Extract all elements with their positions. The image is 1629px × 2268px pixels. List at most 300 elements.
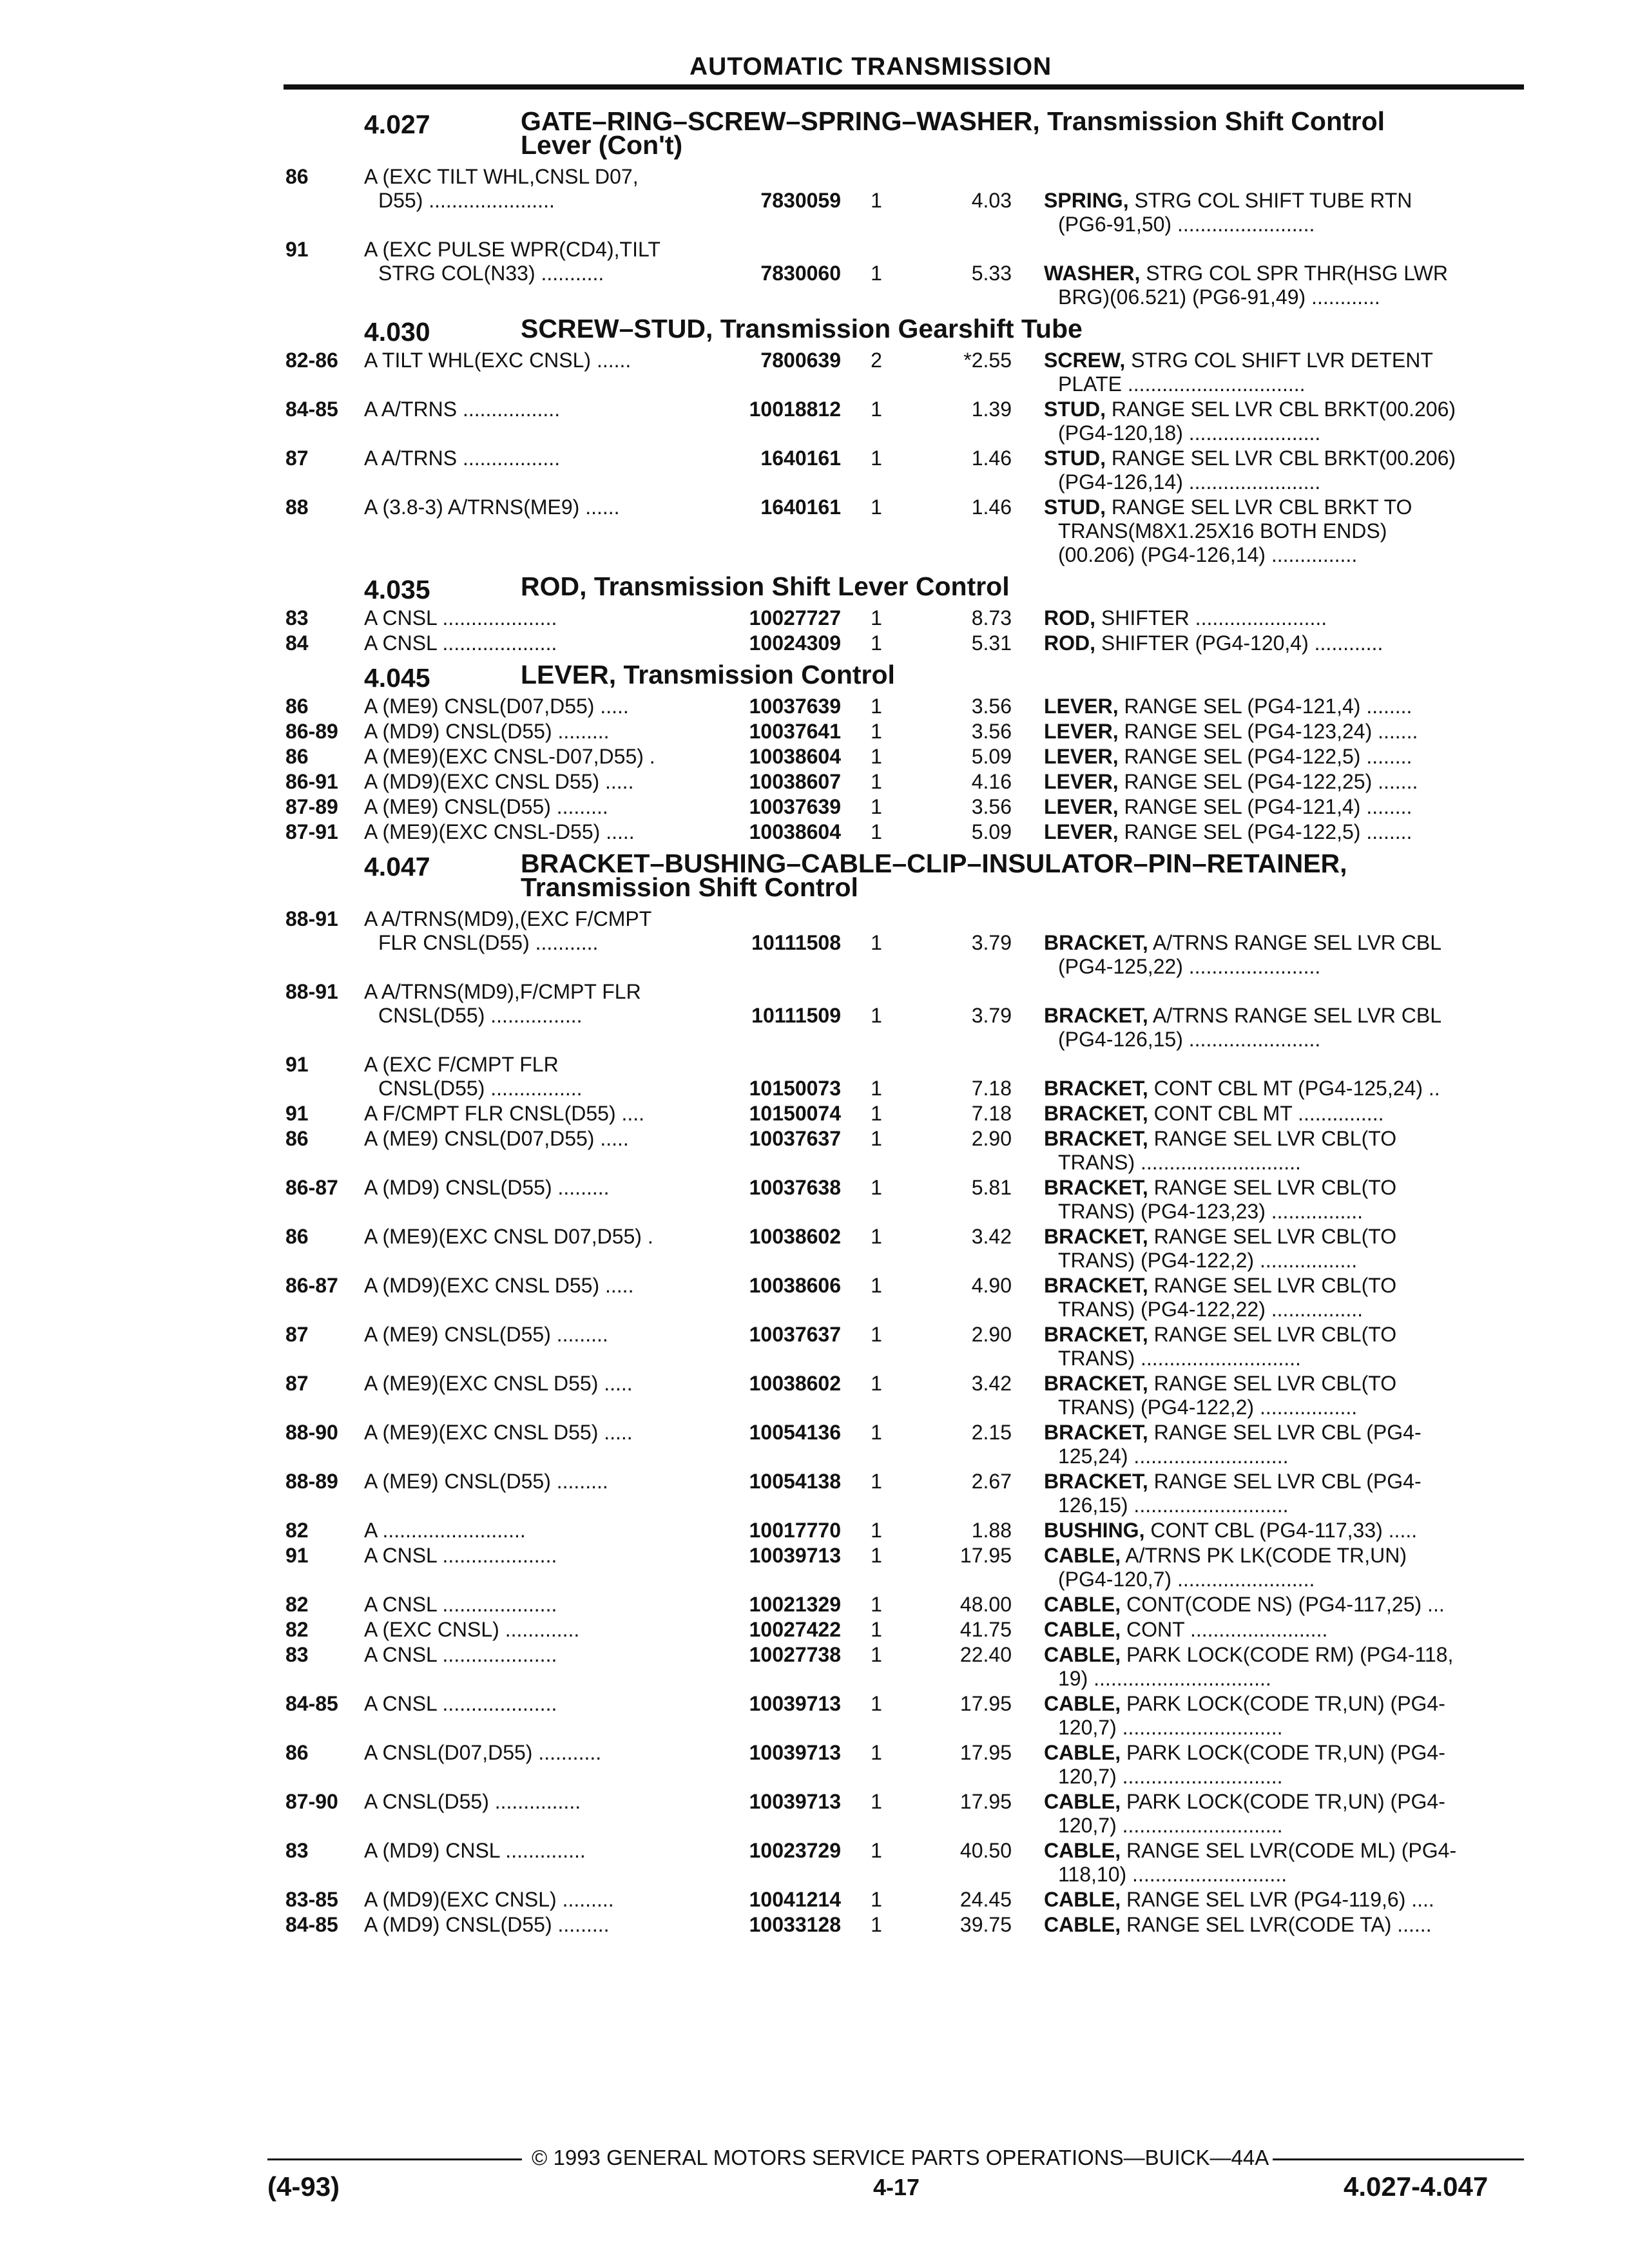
usage-line: CNSL(D55) ................ — [378, 1077, 583, 1100]
usage-line: A (ME9) CNSL(D07,D55) ..... — [364, 695, 629, 718]
list-price: 39.75 — [959, 1913, 1012, 1936]
part-line: LEVER, RANGE SEL (PG4-121,4) ........ — [1044, 695, 1412, 718]
part-line: 118,10) ........................... — [1058, 1863, 1287, 1886]
usage-line: FLR CNSL(D55) ........... — [378, 931, 599, 954]
model-years: 86 — [285, 1127, 309, 1150]
part-number: 10054138 — [749, 1470, 841, 1493]
usage-line: A (ME9)(EXC CNSL D55) ..... — [364, 1372, 633, 1395]
usage-description — [364, 1692, 715, 1716]
list-price: 48.00 — [959, 1593, 1012, 1616]
usage-line: A CNSL .................... — [364, 1643, 557, 1666]
part-name: BRACKET, — [1044, 1323, 1148, 1346]
part-name: CABLE, — [1044, 1593, 1121, 1616]
part-number: 10054136 — [749, 1421, 841, 1444]
part-number: 10111508 — [751, 931, 841, 954]
quantity: 1 — [871, 745, 882, 768]
usage-description — [364, 349, 715, 372]
list-price: 2.15 — [971, 1421, 1012, 1444]
part-description — [1044, 606, 1511, 630]
part-line: CABLE, PARK LOCK(CODE TR,UN) (PG4- — [1044, 1790, 1445, 1813]
part-description — [1044, 1102, 1511, 1126]
part-line: BRACKET, RANGE SEL LVR CBL(TO — [1044, 1323, 1397, 1346]
usage-description — [364, 1618, 715, 1642]
model-years: 82-86 — [285, 349, 338, 372]
part-line: STUD, RANGE SEL LVR CBL BRKT(00.206) — [1044, 398, 1456, 421]
usage-description — [364, 398, 715, 421]
usage-description — [364, 1519, 715, 1542]
part-number: 10041214 — [749, 1888, 841, 1911]
part-description — [1044, 1888, 1511, 1912]
section-title-line: LEVER, Transmission Control — [521, 660, 895, 689]
quantity: 1 — [871, 931, 882, 954]
part-line: CABLE, RANGE SEL LVR (PG4-119,6) .... — [1044, 1888, 1434, 1911]
usage-description — [364, 1421, 715, 1445]
part-name: CABLE, — [1044, 1790, 1121, 1813]
part-number: 10037637 — [749, 1323, 841, 1346]
part-line: WASHER, STRG COL SPR THR(HSG LWR — [1044, 262, 1449, 285]
usage-description — [364, 1593, 715, 1617]
model-years: 87 — [285, 1323, 309, 1346]
list-price: 2.90 — [971, 1323, 1012, 1346]
part-line: TRANS) ............................ — [1058, 1347, 1301, 1370]
part-number: 10037637 — [749, 1127, 841, 1150]
quantity: 1 — [871, 1593, 882, 1616]
footer-rule-right — [1273, 2158, 1524, 2160]
part-number: 10037639 — [749, 695, 841, 718]
part-description — [1044, 1741, 1511, 1789]
part-description — [1044, 1127, 1511, 1175]
quantity: 1 — [871, 1643, 882, 1666]
model-years: 83 — [285, 1643, 309, 1666]
part-line: PLATE ............................... — [1058, 372, 1306, 396]
usage-line: A (MD9)(EXC CNSL) ......... — [364, 1888, 614, 1911]
part-name: BRACKET, — [1044, 1225, 1148, 1248]
part-name: BRACKET, — [1044, 1274, 1148, 1297]
quantity: 1 — [871, 631, 882, 655]
model-years: 91 — [285, 1544, 309, 1567]
part-line: (00.206) (PG4-126,14) ............... — [1058, 543, 1358, 566]
model-years: 87 — [285, 447, 309, 470]
part-description — [1044, 1519, 1511, 1542]
part-line: 120,7) ............................ — [1058, 1765, 1283, 1788]
quantity: 1 — [871, 1323, 882, 1346]
usage-line: A (ME9)(EXC CNSL D07,D55) . — [364, 1225, 653, 1248]
part-description — [1044, 447, 1511, 494]
list-price: 17.95 — [959, 1741, 1012, 1764]
model-years: 83 — [285, 606, 309, 629]
usage-description — [364, 745, 715, 769]
quantity: 1 — [871, 720, 882, 743]
part-name: LEVER, — [1044, 720, 1119, 743]
quantity: 1 — [871, 398, 882, 421]
model-years: 86 — [285, 745, 309, 768]
part-line: BRACKET, CONT CBL MT ............... — [1044, 1102, 1384, 1125]
part-line: CABLE, CONT(CODE NS) (PG4-117,25) ... — [1044, 1593, 1445, 1616]
usage-description — [364, 1053, 715, 1100]
usage-description — [364, 1544, 715, 1568]
quantity: 1 — [871, 189, 882, 212]
usage-line: A CNSL(D55) ............... — [364, 1790, 581, 1813]
part-line: TRANS) (PG4-123,23) ................ — [1058, 1200, 1364, 1223]
part-number: 10150073 — [749, 1077, 841, 1100]
list-price: 4.03 — [971, 189, 1012, 212]
part-description — [1044, 931, 1511, 979]
usage-description — [364, 1323, 715, 1347]
model-years: 86 — [285, 695, 309, 718]
usage-line: A (MD9) CNSL .............. — [364, 1839, 586, 1862]
part-number: 10038602 — [749, 1372, 841, 1395]
section-title — [521, 572, 1526, 601]
part-line: BRACKET, CONT CBL MT (PG4-125,24) .. — [1044, 1077, 1440, 1100]
list-price: 1.46 — [971, 495, 1012, 519]
part-name: LEVER, — [1044, 695, 1119, 718]
part-line: TRANS) (PG4-122,2) ................. — [1058, 1396, 1358, 1419]
part-description — [1044, 1593, 1511, 1617]
part-name: CABLE, — [1044, 1839, 1121, 1862]
part-number: 10038606 — [749, 1274, 841, 1297]
section-title — [521, 660, 1526, 689]
model-years: 88-91 — [285, 907, 338, 930]
quantity: 1 — [871, 1102, 882, 1125]
part-line: STUD, RANGE SEL LVR CBL BRKT(00.206) — [1044, 447, 1456, 470]
list-price: 7.18 — [971, 1077, 1012, 1100]
usage-line: A F/CMPT FLR CNSL(D55) .... — [364, 1102, 645, 1125]
usage-description — [364, 1888, 715, 1912]
usage-description — [364, 695, 715, 718]
list-price: 3.56 — [971, 695, 1012, 718]
part-line: (PG4-126,14) ....................... — [1058, 470, 1321, 494]
part-line: LEVER, RANGE SEL (PG4-122,5) ........ — [1044, 745, 1412, 768]
usage-line: A (ME9) CNSL(D55) ......... — [364, 1470, 608, 1493]
part-number: 7830059 — [760, 189, 841, 212]
model-years: 88-91 — [285, 980, 338, 1003]
quantity: 1 — [871, 495, 882, 519]
usage-description — [364, 1274, 715, 1298]
model-years: 83-85 — [285, 1888, 338, 1911]
part-name: CABLE, — [1044, 1888, 1121, 1911]
part-name: BRACKET, — [1044, 1176, 1148, 1199]
usage-line: A CNSL(D07,D55) ........... — [364, 1741, 602, 1764]
part-line: (PG4-125,22) ....................... — [1058, 955, 1321, 978]
part-number: 10150074 — [749, 1102, 841, 1125]
part-line: 19) ............................... — [1058, 1667, 1271, 1690]
part-line: CABLE, RANGE SEL LVR(CODE TA) ...... — [1044, 1913, 1432, 1936]
part-description — [1044, 1692, 1511, 1740]
model-years: 88 — [285, 495, 309, 519]
quantity: 1 — [871, 1692, 882, 1715]
usage-line: STRG COL(N33) ........... — [378, 262, 604, 285]
list-price: 2.90 — [971, 1127, 1012, 1150]
part-description — [1044, 820, 1511, 844]
part-name: CABLE, — [1044, 1643, 1121, 1666]
part-name: BRACKET, — [1044, 1421, 1148, 1444]
footer-copyright: © 1993 GENERAL MOTORS SERVICE PARTS OPERATIONS—BUICK—44A — [532, 2146, 1269, 2169]
quantity: 1 — [871, 1004, 882, 1027]
model-years: 87 — [285, 1372, 309, 1395]
model-years: 84-85 — [285, 398, 338, 421]
part-line: TRANS(M8X1.25X16 BOTH ENDS) — [1058, 519, 1387, 543]
usage-description — [364, 631, 715, 655]
model-years: 84 — [285, 631, 309, 655]
part-description — [1044, 1004, 1511, 1052]
part-number: 10039713 — [749, 1741, 841, 1764]
list-price: 3.56 — [971, 795, 1012, 818]
part-description — [1044, 695, 1511, 718]
usage-description — [364, 1790, 715, 1814]
section-title-line: Transmission Shift Control — [521, 872, 858, 902]
part-line: BRACKET, RANGE SEL LVR CBL(TO — [1044, 1372, 1397, 1395]
part-number: 10027422 — [749, 1618, 841, 1641]
usage-line: A (ME9) CNSL(D55) ......... — [364, 1323, 608, 1346]
usage-description — [364, 907, 715, 955]
part-name: STUD, — [1044, 495, 1106, 519]
list-price: 1.46 — [971, 447, 1012, 470]
list-price: 1.39 — [971, 398, 1012, 421]
model-years: 87-90 — [285, 1790, 338, 1813]
usage-description — [364, 606, 715, 630]
usage-line: A (ME9)(EXC CNSL-D07,D55) . — [364, 745, 655, 768]
quantity: 1 — [871, 262, 882, 285]
part-name: CABLE, — [1044, 1618, 1121, 1641]
part-number: 10027727 — [749, 606, 841, 629]
section-title-line: BRACKET–BUSHING–CABLE–CLIP–INSULATOR–PIN–RETAINER, — [521, 849, 1347, 878]
part-line: CABLE, A/TRNS PK LK(CODE TR,UN) — [1044, 1544, 1407, 1567]
part-number: 10027738 — [749, 1643, 841, 1666]
usage-line: A (MD9)(EXC CNSL D55) ..... — [364, 1274, 634, 1297]
usage-line: A CNSL .................... — [364, 1544, 557, 1567]
usage-description — [364, 1913, 715, 1937]
usage-line: CNSL(D55) ................ — [378, 1004, 583, 1027]
part-name: BRACKET, — [1044, 1127, 1148, 1150]
part-name: WASHER, — [1044, 262, 1141, 285]
part-name: BRACKET, — [1044, 1077, 1148, 1100]
part-number: 1640161 — [760, 495, 841, 519]
list-price: 5.31 — [971, 631, 1012, 655]
usage-description — [364, 1643, 715, 1667]
quantity: 1 — [871, 1274, 882, 1297]
list-price: 8.73 — [971, 606, 1012, 629]
part-name: BRACKET, — [1044, 1372, 1148, 1395]
model-years: 86-89 — [285, 720, 338, 743]
part-line: TRANS) (PG4-122,2) ................. — [1058, 1249, 1358, 1272]
part-line: CABLE, CONT ........................ — [1044, 1618, 1328, 1641]
part-name: STUD, — [1044, 398, 1106, 421]
part-line: 125,24) ........................... — [1058, 1445, 1289, 1468]
part-line: SCREW, STRG COL SHIFT LVR DETENT — [1044, 349, 1433, 372]
part-line: CABLE, RANGE SEL LVR(CODE ML) (PG4- — [1044, 1839, 1457, 1862]
part-line: BRG)(06.521) (PG6-91,49) ............ — [1058, 285, 1380, 309]
part-number: 10018812 — [749, 398, 841, 421]
usage-line: A (ME9) CNSL(D55) ......... — [364, 795, 608, 818]
quantity: 1 — [871, 695, 882, 718]
usage-line: A A/TRNS ................. — [364, 447, 561, 470]
part-number: 1640161 — [760, 447, 841, 470]
part-description — [1044, 795, 1511, 819]
header-rule — [284, 84, 1524, 90]
part-number: 10037639 — [749, 795, 841, 818]
usage-description — [364, 1225, 715, 1249]
quantity: 1 — [871, 1176, 882, 1199]
list-price: 17.95 — [959, 1544, 1012, 1567]
part-number: 10021329 — [749, 1593, 841, 1616]
usage-line: A A/TRNS ................. — [364, 398, 561, 421]
part-line: BRACKET, RANGE SEL LVR CBL(TO — [1044, 1274, 1397, 1297]
usage-line: A CNSL .................... — [364, 1593, 557, 1616]
quantity: 1 — [871, 1372, 882, 1395]
section-number: 4.027 — [364, 110, 430, 139]
part-description — [1044, 1077, 1511, 1100]
part-line: CABLE, PARK LOCK(CODE TR,UN) (PG4- — [1044, 1692, 1445, 1715]
part-name: LEVER, — [1044, 795, 1119, 818]
part-line: LEVER, RANGE SEL (PG4-122,25) ....... — [1044, 770, 1418, 793]
usage-description — [364, 495, 715, 519]
list-price: 4.90 — [971, 1274, 1012, 1297]
usage-description — [364, 980, 715, 1028]
part-number: 7830060 — [760, 262, 841, 285]
part-line: TRANS) ............................ — [1058, 1151, 1301, 1174]
model-years: 88-90 — [285, 1421, 338, 1444]
usage-line: A CNSL .................... — [364, 631, 557, 655]
part-description — [1044, 1839, 1511, 1887]
quantity: 1 — [871, 820, 882, 843]
usage-description — [364, 795, 715, 819]
model-years: 82 — [285, 1593, 309, 1616]
quantity: 1 — [871, 447, 882, 470]
part-description — [1044, 262, 1511, 309]
section-number: 4.047 — [364, 852, 430, 881]
usage-line: A (3.8-3) A/TRNS(ME9) ...... — [364, 495, 620, 519]
footer-page-number: 4-17 — [873, 2174, 920, 2200]
model-years: 84-85 — [285, 1913, 338, 1936]
list-price: 4.16 — [971, 770, 1012, 793]
usage-description — [364, 1176, 715, 1200]
part-description — [1044, 1643, 1511, 1691]
list-price: 41.75 — [959, 1618, 1012, 1641]
part-name: BRACKET, — [1044, 1102, 1148, 1125]
usage-line: A (MD9) CNSL(D55) ......... — [364, 720, 610, 743]
part-name: CABLE, — [1044, 1692, 1121, 1715]
part-description — [1044, 1225, 1511, 1273]
part-name: SPRING, — [1044, 189, 1129, 212]
part-name: LEVER, — [1044, 770, 1119, 793]
usage-line: A (EXC TILT WHL,CNSL D07, — [364, 165, 639, 188]
footer-rule-left — [267, 2158, 522, 2160]
part-number: 10037638 — [749, 1176, 841, 1199]
list-price: 40.50 — [959, 1839, 1012, 1862]
quantity: 1 — [871, 1618, 882, 1641]
part-description — [1044, 1176, 1511, 1224]
list-price: 7.18 — [971, 1102, 1012, 1125]
usage-line: A (ME9)(EXC CNSL D55) ..... — [364, 1421, 633, 1444]
part-line: LEVER, RANGE SEL (PG4-122,5) ........ — [1044, 820, 1412, 843]
list-price: 17.95 — [959, 1790, 1012, 1813]
part-line: ROD, SHIFTER ....................... — [1044, 606, 1327, 629]
list-price: 3.56 — [971, 720, 1012, 743]
part-line: STUD, RANGE SEL LVR CBL BRKT TO — [1044, 495, 1412, 519]
part-line: BRACKET, RANGE SEL LVR CBL(TO — [1044, 1127, 1397, 1150]
model-years: 86 — [285, 165, 309, 188]
part-description — [1044, 1274, 1511, 1321]
quantity: 1 — [871, 1839, 882, 1862]
section-title — [521, 106, 1526, 160]
part-number: 10039713 — [749, 1692, 841, 1715]
usage-line: A (MD9) CNSL(D55) ......... — [364, 1913, 610, 1936]
quantity: 1 — [871, 795, 882, 818]
usage-line: A CNSL .................... — [364, 606, 557, 629]
usage-description — [364, 770, 715, 794]
quantity: 1 — [871, 606, 882, 629]
part-line: (PG4-120,7) ........................ — [1058, 1568, 1315, 1591]
part-description — [1044, 1421, 1511, 1468]
model-years: 86 — [285, 1741, 309, 1764]
part-line: SPRING, STRG COL SHIFT TUBE RTN — [1044, 189, 1412, 212]
usage-description — [364, 1372, 715, 1396]
usage-description — [364, 447, 715, 470]
part-number: 10017770 — [749, 1519, 841, 1542]
part-name: CABLE, — [1044, 1913, 1121, 1936]
part-description — [1044, 1544, 1511, 1591]
list-price: 3.42 — [971, 1372, 1012, 1395]
model-years: 91 — [285, 1102, 309, 1125]
quantity: 2 — [871, 349, 882, 372]
usage-line: A (MD9)(EXC CNSL D55) ..... — [364, 770, 634, 793]
quantity: 1 — [871, 1790, 882, 1813]
part-name: ROD, — [1044, 606, 1095, 629]
part-description — [1044, 349, 1511, 396]
part-name: BUSHING, — [1044, 1519, 1145, 1542]
model-years: 86-91 — [285, 770, 338, 793]
list-price: 2.67 — [971, 1470, 1012, 1493]
model-years: 83 — [285, 1839, 309, 1862]
part-name: CABLE, — [1044, 1741, 1121, 1764]
part-number: 10023729 — [749, 1839, 841, 1862]
part-name: SCREW, — [1044, 349, 1126, 372]
usage-line: A A/TRNS(MD9),(EXC F/CMPT — [364, 907, 652, 930]
section-title-line: SCREW–STUD, Transmission Gearshift Tube — [521, 314, 1083, 343]
model-years: 82 — [285, 1519, 309, 1542]
list-price: 1.88 — [971, 1519, 1012, 1542]
part-name: ROD, — [1044, 631, 1095, 655]
part-number: 10024309 — [749, 631, 841, 655]
part-description — [1044, 398, 1511, 445]
part-name: STUD, — [1044, 447, 1106, 470]
usage-description — [364, 720, 715, 744]
part-description — [1044, 1618, 1511, 1642]
usage-line: A TILT WHL(EXC CNSL) ...... — [364, 349, 631, 372]
part-description — [1044, 745, 1511, 769]
part-line: (PG4-120,18) ....................... — [1058, 421, 1321, 445]
part-description — [1044, 1913, 1511, 1937]
part-description — [1044, 720, 1511, 744]
quantity: 1 — [871, 770, 882, 793]
model-years: 84-85 — [285, 1692, 338, 1715]
usage-description — [364, 1741, 715, 1765]
usage-line: A CNSL .................... — [364, 1692, 557, 1715]
list-price: 5.81 — [971, 1176, 1012, 1199]
usage-description — [364, 1839, 715, 1863]
usage-line: A (EXC PULSE WPR(CD4),TILT — [364, 238, 660, 261]
quantity: 1 — [871, 1421, 882, 1444]
usage-line: A (ME9) CNSL(D07,D55) ..... — [364, 1127, 629, 1150]
part-line: BRACKET, RANGE SEL LVR CBL (PG4- — [1044, 1421, 1422, 1444]
part-name: BRACKET, — [1044, 931, 1148, 954]
usage-description — [364, 1102, 715, 1126]
part-number: 10033128 — [749, 1913, 841, 1936]
quantity: 1 — [871, 1888, 882, 1911]
usage-description — [364, 238, 715, 285]
list-price: 24.45 — [959, 1888, 1012, 1911]
usage-description — [364, 165, 715, 213]
